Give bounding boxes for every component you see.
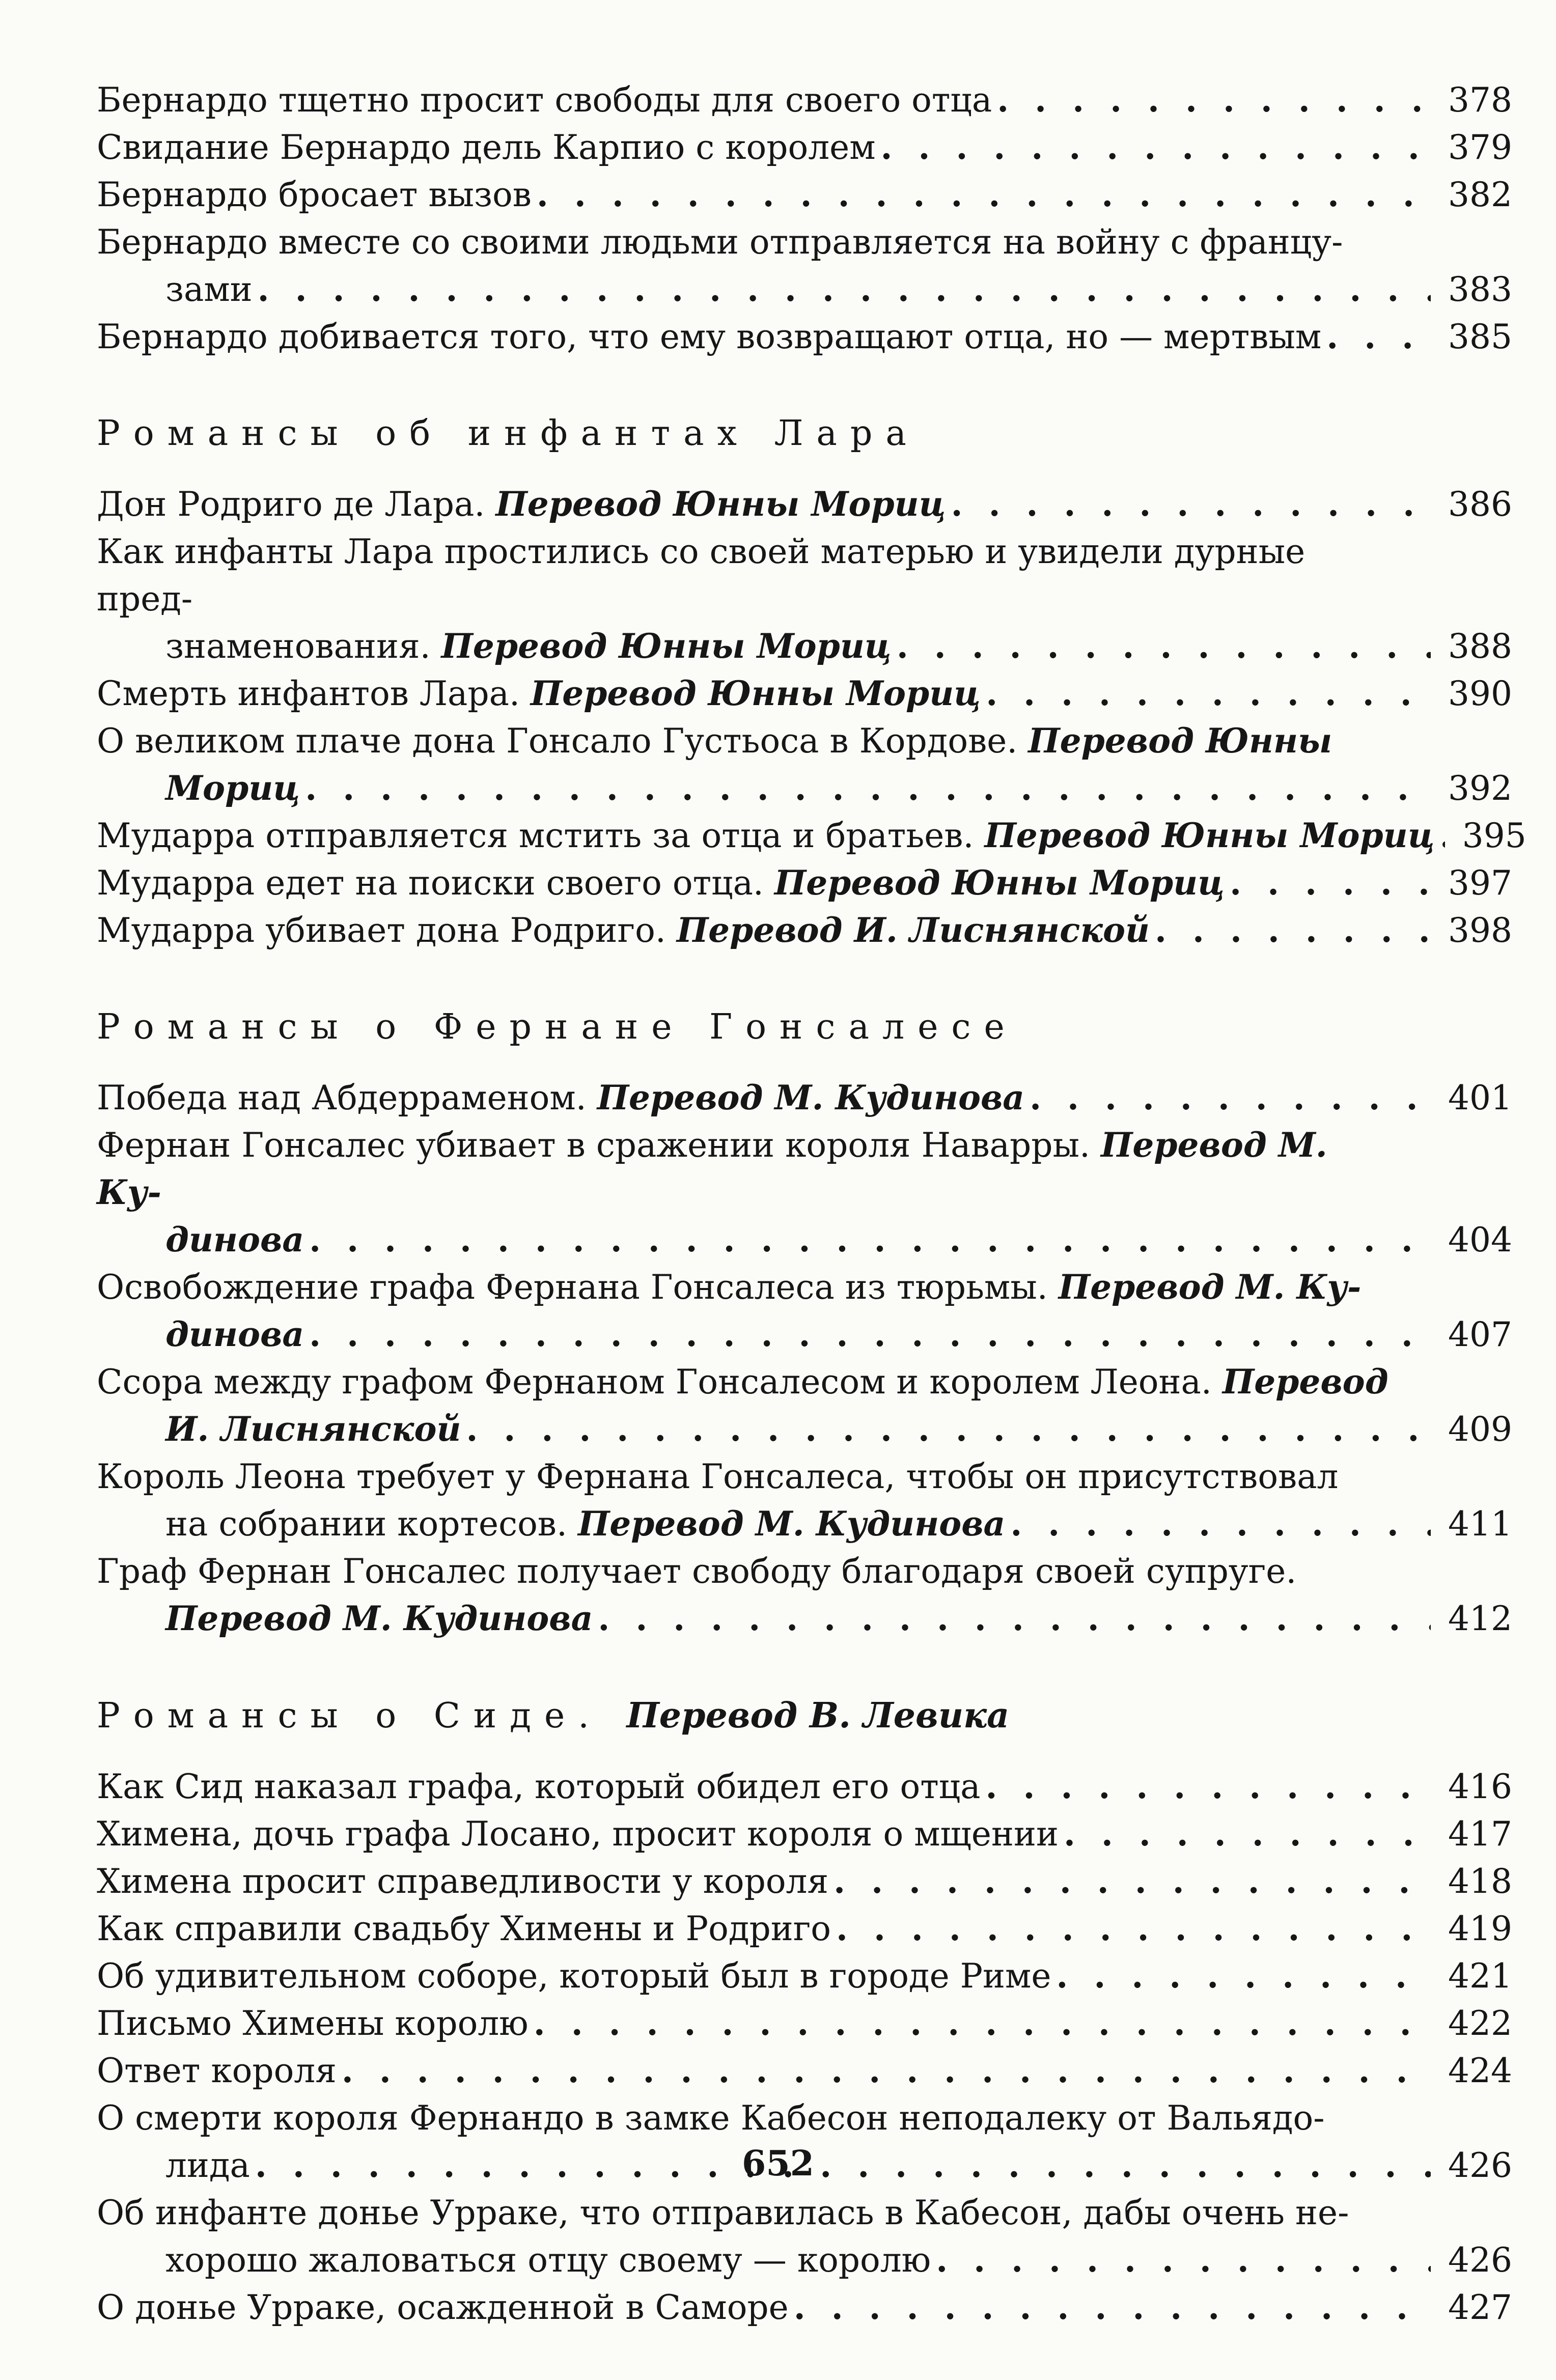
- toc-section: [97, 1691, 1512, 2331]
- entry-title: Как Сид наказал графа, который обидел его отца: [97, 1767, 981, 1806]
- entry-page: 409: [1448, 1410, 1512, 1449]
- entry-translator: Перевод Юнны Мориц: [984, 816, 1435, 855]
- section-translator: Перевод В. Левика: [626, 1695, 1010, 1736]
- entry-title: Ответ короля: [97, 2051, 337, 2090]
- toc-entry: [97, 907, 1512, 954]
- dot-leader: [300, 765, 1431, 812]
- entry-translator-continued: динова: [165, 1314, 304, 1354]
- entry-translator: Перевод И. Лиснянской: [676, 910, 1150, 950]
- entry-translator: Перевод Юнны Мориц: [495, 484, 946, 524]
- toc-entry: [97, 76, 1512, 124]
- entry-page: 398: [1448, 911, 1512, 950]
- toc-entry: [97, 1264, 1512, 1358]
- toc-entry: [97, 2000, 1512, 2047]
- dot-leader: [529, 2000, 1431, 2047]
- entry-page: 385: [1448, 317, 1512, 356]
- entry-title: Химена просит справедливости у короля: [97, 1862, 829, 1901]
- dot-leader: [1150, 907, 1431, 954]
- dot-leader: [892, 623, 1431, 670]
- entry-page: 411: [1448, 1504, 1512, 1544]
- entry-translator: Перевод М. Кудинова: [597, 1078, 1025, 1117]
- entry-title: Письмо Химены королю: [97, 2004, 529, 2043]
- toc-entry: [97, 2284, 1512, 2331]
- entry-title: Смерть инфантов Лара.: [97, 674, 520, 713]
- entry-page: 407: [1448, 1315, 1512, 1354]
- entry-title: Король Леона требует у Фернана Гонсалеса, чтобы он присутствовал: [97, 1457, 1339, 1496]
- entry-page: 383: [1448, 270, 1512, 309]
- entry-page: 378: [1448, 80, 1512, 120]
- entry-title: Освобождение графа Фернана Гонсалеса из тюрьмы.: [97, 1268, 1048, 1307]
- entry-page: 382: [1448, 175, 1512, 214]
- dot-leader: [828, 1858, 1431, 1905]
- entry-title: Победа над Абдерраменом.: [97, 1078, 587, 1117]
- dot-leader: [831, 1905, 1431, 1952]
- section-title: [97, 1691, 1512, 1741]
- toc-entry: [97, 218, 1512, 313]
- entry-title: Мударра едет на поиски своего отца.: [97, 863, 764, 903]
- toc-entry: [97, 1952, 1512, 2000]
- dot-leader: [876, 124, 1431, 171]
- entry-page: 386: [1448, 485, 1512, 524]
- toc-entry: [97, 171, 1512, 218]
- dot-leader: [1051, 1952, 1431, 2000]
- entry-translator: Перевод Юнны Мориц: [441, 626, 892, 666]
- entry-translator: Перевод М. Ку-: [1058, 1267, 1362, 1307]
- toc-entry: [97, 1858, 1512, 1905]
- toc-entry: [97, 481, 1512, 528]
- toc-section: [97, 76, 1512, 360]
- entry-title: Мударра отправляется мстить за отца и братьев.: [97, 816, 974, 855]
- entry-page: 395: [1462, 816, 1526, 855]
- dot-leader: [461, 1406, 1431, 1453]
- entry-title: Граф Фернан Гонсалес получает свободу благодаря своей супруге.: [97, 1552, 1297, 1591]
- entry-title: Об удивительном соборе, который был в городе Риме: [97, 1956, 1051, 1996]
- toc-entry: [97, 1810, 1512, 1858]
- entry-title-continued: лида: [165, 2146, 250, 2185]
- dot-leader: [1059, 1810, 1431, 1858]
- toc-entry: [97, 1763, 1512, 1810]
- dot-leader: [946, 481, 1431, 528]
- section-title-text: Романсы о Сиде.: [97, 1696, 602, 1736]
- dot-leader: [992, 76, 1431, 124]
- toc-entry: [97, 2189, 1512, 2284]
- toc-entry: [97, 313, 1512, 360]
- entry-title: О великом плаче дона Гонсало Густьоса в Кордове.: [97, 721, 1018, 761]
- toc-entry: [97, 1453, 1512, 1548]
- entry-translator-continued: Мориц: [165, 768, 300, 808]
- entry-title: Ссора между графом Фернаном Гонсалесом и королем Леона.: [97, 1362, 1212, 1402]
- entry-title-continued: хорошо жаловаться отцу своему — королю: [165, 2241, 931, 2280]
- toc-entry: [97, 1074, 1512, 1122]
- dot-leader: [593, 1595, 1431, 1642]
- entry-page: 392: [1448, 769, 1512, 808]
- dot-leader: [981, 1763, 1431, 1810]
- dot-leader: [789, 2284, 1431, 2331]
- toc-entry: [97, 859, 1512, 907]
- dot-leader: [337, 2047, 1431, 2094]
- toc-entry: [97, 670, 1512, 717]
- entry-translator: Перевод М. Кудинова: [577, 1504, 1006, 1544]
- entry-page: 418: [1448, 1862, 1512, 1901]
- entry-title: Мударра убивает дона Родриго.: [97, 911, 666, 950]
- dot-leader: [931, 2236, 1431, 2284]
- entry-page: 421: [1448, 1956, 1512, 1996]
- entry-title: Об инфанте донье Урраке, что отправилась в Кабесон, дабы очень не-: [97, 2193, 1349, 2232]
- entry-title: О донье Урраке, осажденной в Саморе: [97, 2288, 789, 2327]
- toc-entry: [97, 812, 1526, 859]
- entry-title: Бернардо бросает вызов: [97, 175, 532, 214]
- section-title: [97, 1003, 1512, 1052]
- toc-entry: [97, 1122, 1512, 1264]
- entry-page: 426: [1448, 2241, 1512, 2280]
- dot-leader: [1225, 859, 1431, 907]
- entry-title: Свидание Бернардо дель Карпио с королем: [97, 128, 876, 167]
- entry-translator: Перевод: [1222, 1362, 1388, 1402]
- entry-title: Фернан Гонсалес убивает в сражении короля Наварры.: [97, 1126, 1091, 1165]
- toc-entry: [97, 1905, 1512, 1952]
- entry-translator: Перевод Юнны: [1028, 721, 1332, 761]
- entry-page: 401: [1448, 1078, 1512, 1117]
- dot-leader: [1024, 1074, 1431, 1122]
- entry-page: 388: [1448, 627, 1512, 666]
- entry-title: Химена, дочь графа Лосано, просит короля о мщении: [97, 1814, 1059, 1854]
- entry-title: Как инфанты Лара простились со своей матерью и увидели дурные пред-: [97, 532, 1305, 619]
- dot-leader: [981, 670, 1431, 717]
- toc-entry: [97, 1358, 1512, 1453]
- toc-entry: [97, 717, 1512, 812]
- table-of-contents: [97, 76, 1526, 2380]
- toc-entry: [97, 124, 1512, 171]
- entry-page: 379: [1448, 128, 1512, 167]
- dot-leader: [1005, 1500, 1431, 1548]
- entry-title-continued: на собрании кортесов.: [165, 1504, 567, 1544]
- entry-page: 416: [1448, 1767, 1512, 1806]
- toc-entry: [97, 1548, 1512, 1642]
- page-number: 652: [742, 2143, 814, 2184]
- dot-leader: [532, 171, 1431, 218]
- entry-title-continued: знаменования.: [165, 627, 431, 666]
- entry-page: 412: [1448, 1599, 1512, 1638]
- entry-title-continued: зами: [165, 270, 253, 309]
- entry-page: 397: [1448, 863, 1512, 903]
- entry-page: 390: [1448, 674, 1512, 713]
- section-title: [97, 409, 1512, 458]
- entry-title: Бернардо тщетно просит свободы для своего отца: [97, 80, 992, 120]
- section-title-text: Романсы о Фернане Гонсалесе: [97, 1007, 1018, 1047]
- dot-leader: [253, 266, 1431, 313]
- entry-title: Бернардо вместе со своими людьми отправляется на войну с францу-: [97, 222, 1343, 262]
- entry-page: 404: [1448, 1220, 1512, 1259]
- entry-title: Бернардо добивается того, что ему возвращают отца, но — мертвым: [97, 317, 1322, 356]
- section-title-text: Романсы об инфантах Лара: [97, 413, 920, 454]
- dot-leader: [304, 1216, 1431, 1264]
- entry-page: 426: [1448, 2146, 1512, 2185]
- entry-translator: Перевод Юнны Мориц: [774, 863, 1225, 903]
- toc-section: [97, 1003, 1512, 1642]
- entry-page: 422: [1448, 2004, 1512, 2043]
- entry-page: 424: [1448, 2051, 1512, 2090]
- entry-translator-continued: динова: [165, 1220, 304, 1259]
- entry-page: 417: [1448, 1814, 1512, 1854]
- entry-translator: Перевод Юнны Мориц: [530, 674, 981, 713]
- entry-page: 427: [1448, 2288, 1512, 2327]
- entry-title: Как справили свадьбу Химены и Родриго: [97, 1909, 831, 1948]
- entry-page: 419: [1448, 1909, 1512, 1948]
- entry-translator-continued: И. Лиснянской: [165, 1409, 461, 1449]
- entry-title: О смерти короля Фернандо в замке Кабесон неподалеку от Вальядо-: [97, 2098, 1325, 2138]
- dot-leader: [1321, 313, 1431, 360]
- toc-entry: [97, 2047, 1512, 2094]
- entry-title: Дон Родриго де Лара.: [97, 485, 485, 524]
- entry-translator-continued: Перевод М. Кудинова: [165, 1599, 593, 1638]
- dot-leader: [304, 1311, 1431, 1358]
- entry-translator: Перевод М. Ку-: [97, 1125, 1327, 1212]
- toc-entry: [97, 528, 1512, 670]
- toc-section: [97, 409, 1526, 954]
- dot-leader: [1435, 812, 1445, 859]
